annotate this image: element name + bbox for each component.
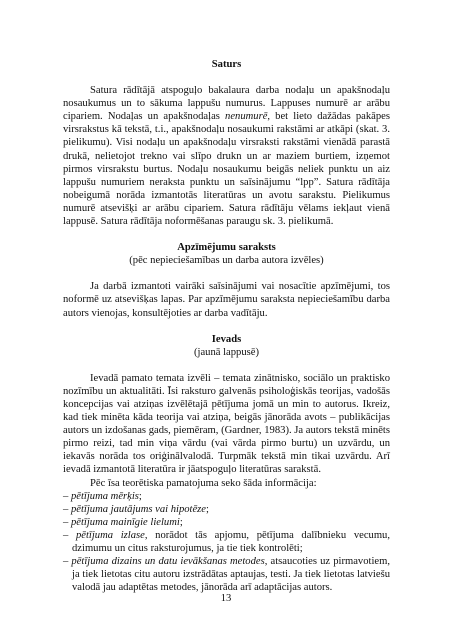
list-item [63,529,390,555]
list-item-term: pētījuma jautājums vai hipotēze [70,503,207,515]
list-dash: – [63,556,69,568]
list-dash: – [63,503,69,515]
list-dash: – [63,529,69,541]
section-title-introduction: Ievads [211,333,242,345]
introduction-paragraph: Ievadā pamato temata izvēli – temata zinātnisko, sociālo un praktisko nozīmību un aktualitāti. Īsi raksturo galvenās psiholoģiskās teorijas, vadošās koncepcijas vai atziņas izvēlētajā pētījuma jomā un min to autorus. Ikreiz, kad tiek minēta kāda teorija vai atziņa, beigās jānorāda avots – publikācijas autors un izdošanas gads, piemēram, (Gardner, 1983). Ja autors tekstā minēts pirmo reizi, tad min viņa vārdu (vai vārda pirmo burtu) un uzvārdu, un iekavās norāda tos oriģinālvalodā. Turpmāk tekstā min tikai uzvārdu. Arī ievadā izmantotā literatūra ir jāatspoguļo literatūras sarakstā. [63,372,390,476]
contents-paragraph [63,84,390,228]
contents-text-b: , bet lieto dažādas pakāpes virsrakstus kā tekstā, t.i., apakšnodaļu nosaukumi rakstāmi ar atkāpi (skat. 3. pielikumu). Visi nodaļu un apakšnodaļu virsraksti rakstāmi vienādā parastā drukā, nelietojot trekno vai slīpo drukn un ar maziem burtiem, izņemot pirmos virsrakstu burtus. Nodaļu nosaukumu beigās neliek punktu un aiz lappušu numuriem neraksta punktu un saīsinājumu “lpp”. Satura rādītāja nobeigumā norāda izmantotās literatūras un avotu sarakstu. Pielikumus numurē atsevišķi ar arābu cipariem. Satura rādītāju vēlams iekļaut vienā lappusē. Satura rādītāja noformēšanas paraugu sk. 3. pielikumā. [63,111,390,228]
list-item [63,490,390,503]
list-item-term: pētījuma dizains un datu ievākšanas metodes [71,556,265,568]
list-item [63,516,390,529]
list-item-term: pētījuma mērķis [70,490,139,502]
list-item [63,503,390,516]
list-item-rest: ; [206,503,209,515]
list-item-term: pētījuma mainīgie lielumi [70,516,180,528]
list-item-rest: , norādot tās apjomu, pētījuma dalībnieku vecumu, dzimumu un citus raksturojumus, ja tie tiek kontrolēti; [72,529,390,554]
list-dash: – [63,516,69,528]
contents-text-a: Satura rādītājā atspoguļo bakalaura darba nodaļu un apakšnodaļu nosaukumus un to sākuma lappušu numurus. Lappuses numurē ar arābu cipariem. Nodaļas un apakšnodaļas [63,85,390,123]
page-number: 13 [220,593,232,604]
list-item-term: pētījuma izlase [75,529,145,541]
section-title-contents: Saturs [211,59,242,70]
section-title-abbreviations: Apzīmējumu saraksts [177,242,276,254]
section-subtitle-abbreviations: (pēc nepieciešamības un darba autora izvēles) [129,255,324,267]
list-item-rest: ; [179,516,183,528]
list-item-rest: ; [138,490,142,502]
contents-text-italic: nenumurē [225,111,268,123]
list-dash: – [63,490,69,502]
introduction-list [63,490,390,595]
page-body [63,58,390,594]
section-subtitle-introduction: (jaunā lappusē) [193,346,259,358]
list-item [63,555,390,594]
abbreviations-paragraph: Ja darbā izmantoti vairāki saīsinājumi vai nosacītie apzīmējumi, tos noformē uz atsevišķas lapas. Par apzīmējumu saraksta nepieciešamību darba autors vienojas, konsultējoties ar darba vadītāju. [63,281,390,319]
introduction-lead-in: Pēc īsa teorētiska pamatojuma seko šāda informācija: [90,477,317,489]
list-item-rest: , atsaucoties uz pirmavotiem, ja tiek lietotas citu autoru izstrādātas aptaujas, testi. Ja tiek lietotas latviešu valodā jau adaptētas metodes, jānorāda arī adaptācijas autors. [72,556,390,594]
